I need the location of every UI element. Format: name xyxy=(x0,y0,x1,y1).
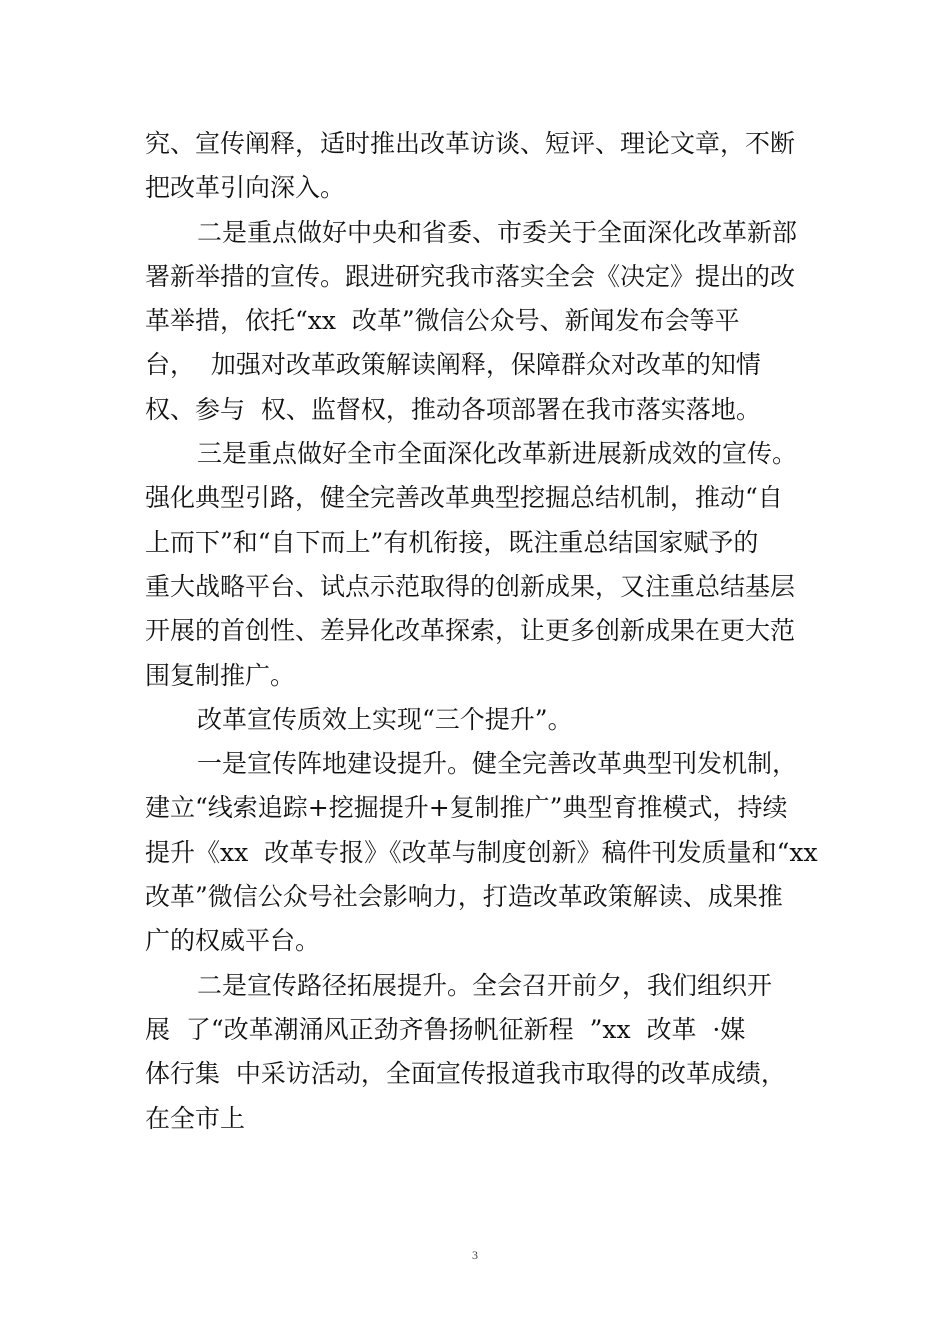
text-line: 围复制推广。 xyxy=(145,660,296,690)
text-line: 署新举措的宣传。跟进研究我市落实全会《决定》提出的改 xyxy=(145,261,796,291)
paragraph-first-line: 一是宣传阵地建设提升。健全完善改革典型刊发机制， xyxy=(197,749,798,779)
text-line: 革举措，依托“xx 改革”微信公众号、新闻发布会等平 xyxy=(145,306,740,336)
section-heading: 改革宣传质效上实现“三个提升”。 xyxy=(197,704,573,734)
text-line: 改革”微信公众号社会影响力，打造改革政策解读、成果推 xyxy=(145,882,783,912)
text-line: 上而下”和“自下而上”有机衔接，既注重总结国家赋予的 xyxy=(145,527,759,557)
text-line: 开展的首创性、差异化改革探索，让更多创新成果在更大范 xyxy=(145,616,796,646)
text-line: 强化典型引路，健全完善改革典型挖掘总结机制，推动“自 xyxy=(145,483,783,513)
paragraph-first-line: 二是宣传路径拓展提升。全会召开前夕，我们组织开 xyxy=(197,970,773,1000)
text-line: 在全市上 xyxy=(145,1103,246,1133)
paragraph-first-line: 三是重点做好全市全面深化改革新进展新成效的宣传。 xyxy=(197,439,798,469)
paragraph-first-line: 二是重点做好中央和省委、市委关于全面深化改革新部 xyxy=(197,217,798,247)
text-line: 体行集 中采访活动，全面宣传报道我市取得的改革成绩， xyxy=(145,1059,786,1089)
body-text xyxy=(145,122,817,1141)
text-line: 权、参与 权、监督权，推动各项部署在我市落实落地。 xyxy=(145,394,761,424)
text-line: 把改革引向深入。 xyxy=(145,173,346,203)
text-line: 提升《xx 改革专报》《改革与制度创新》稿件刊发质量和“xx xyxy=(145,837,818,867)
text-line: 重大战略平台、试点示范取得的创新成果，又注重总结基层 xyxy=(145,571,796,601)
text-line: 广的权威平台。 xyxy=(145,926,321,956)
text-line: 究、宣传阐释，适时推出改革访谈、短评、理论文章，不断 xyxy=(145,129,796,158)
text-line: 台， 加强对改革政策解读阐释，保障群众对改革的知情 xyxy=(145,350,761,380)
text-line: 展 了“改革潮涌风正劲齐鲁扬帆征新程 ”xx 改革 ·媒 xyxy=(145,1014,746,1044)
page-number: 3 xyxy=(472,1248,478,1262)
text-line: 建立“线索追踪+挖掘提升+复制推广”典型育推模式，持续 xyxy=(145,793,788,823)
